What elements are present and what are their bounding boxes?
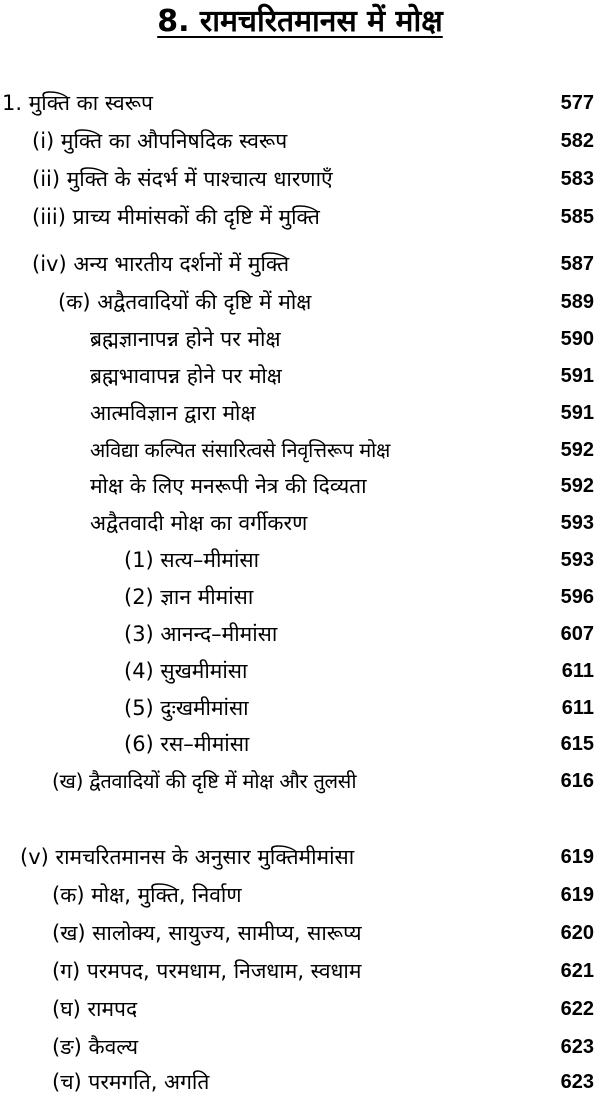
toc-entry-page: 592 (560, 475, 594, 497)
toc-entry-page: 585 (560, 206, 594, 228)
toc-entry (0, 725, 600, 763)
toc-entry-label: मोक्ष के लिए मनरूपी नेत्र की दिव्यता (90, 474, 367, 498)
toc-entry (0, 1028, 600, 1066)
toc-entry (0, 689, 600, 727)
toc-entry (0, 84, 600, 122)
toc-entry-label: ब्रह्मभावापन्न होने पर मोक्ष (90, 364, 282, 388)
toc-entry (0, 122, 600, 160)
toc-entry-page: 622 (560, 998, 594, 1020)
toc-entry-page: 593 (560, 549, 594, 571)
toc-entry-page: 591 (560, 402, 594, 424)
toc-entry (0, 838, 600, 876)
toc-entry (0, 504, 600, 542)
toc-entry (0, 394, 600, 432)
toc-entry-label: (3) आनन्द–मीमांसा (124, 622, 278, 646)
toc-entry-label: अविद्या कल्पित संसारित्वसे निवृत्तिरूप मोक्ष (90, 438, 391, 462)
toc-entry-page: 583 (560, 168, 594, 190)
toc-entry-label: (4) सुखमीमांसा (124, 659, 248, 683)
toc-entry-label: (च) परमगति, अगति (52, 1070, 210, 1094)
toc-entry-page: 611 (561, 697, 594, 719)
toc-entry-label: (iii) प्राच्य मीमांसकों की दृष्टि में मुक्ति (32, 205, 320, 229)
toc-entry (0, 357, 600, 395)
toc-entry-label: (घ) रामपद (52, 997, 138, 1021)
toc-entry (0, 198, 600, 236)
toc-entry-label: (ख) द्वैतवादियों की दृष्टि में मोक्ष और तुलसी (52, 769, 357, 793)
toc-entry-page: 623 (560, 1036, 594, 1058)
toc-entry (0, 914, 600, 952)
toc-entry-label: 1. मुक्ति का स्वरूप (2, 91, 153, 115)
toc-entry (0, 160, 600, 198)
toc-entry-label: (क) अद्वैतवादियों की दृष्टि में मोक्ष (58, 290, 312, 314)
chapter-title (0, 2, 600, 42)
toc-entry-label: (i) मुक्ति का औपनिषदिक स्वरूप (32, 129, 288, 153)
toc-entry-label: (ii) मुक्ति के संदर्भ में पाश्चात्य धारणाएँ (32, 167, 333, 191)
toc-entry-page: 615 (560, 733, 594, 755)
toc-entry-page: 577 (560, 92, 594, 114)
toc-entry-label: (iv) अन्य भारतीय दर्शनों में मुक्ति (32, 252, 290, 276)
toc-entry (0, 762, 600, 800)
toc-entry (0, 652, 600, 690)
toc-entry (0, 578, 600, 616)
chapter-title-text: 8. रामचरितमानस में मोक्ष (157, 4, 443, 39)
toc-entry-page: 607 (560, 623, 594, 645)
toc-entry (0, 320, 600, 358)
toc-entry-label: (6) रस–मीमांसा (124, 732, 250, 756)
toc-entry-label: (1) सत्य–मीमांसा (124, 548, 260, 572)
toc-entry-page: 623 (560, 1071, 594, 1093)
toc-entry (0, 245, 600, 283)
toc-entry-page: 616 (560, 770, 594, 792)
toc-entry (0, 431, 600, 469)
toc-entry-label: (5) दुःखमीमांसा (124, 696, 249, 720)
toc-entry (0, 952, 600, 990)
toc-entry (0, 990, 600, 1028)
toc-entry-page: 619 (560, 846, 594, 868)
toc-entry (0, 615, 600, 653)
toc-entry-page: 592 (560, 439, 594, 461)
toc-entry (0, 283, 600, 321)
toc-entry-page: 591 (560, 365, 594, 387)
toc-entry-label: अद्वैतवादी मोक्ष का वर्गीकरण (90, 511, 308, 535)
toc-entry-label: (v) रामचरितमानस के अनुसार मुक्तिमीमांसा (20, 845, 355, 869)
toc-entry-page: 593 (560, 512, 594, 534)
toc-entry-label: (ङ) कैवल्य (52, 1035, 139, 1059)
toc-entry-page: 620 (560, 922, 594, 944)
toc-entry (0, 541, 600, 579)
toc-entry-label: ब्रह्मज्ञानापन्न होने पर मोक्ष (90, 327, 281, 351)
toc-entry-page: 582 (560, 130, 594, 152)
toc-entry-label: (2) ज्ञान मीमांसा (124, 585, 254, 609)
toc-entry-label: (क) मोक्ष, मुक्ति, निर्वाण (52, 883, 242, 907)
toc-entry-page: 619 (560, 884, 594, 906)
toc-entry (0, 876, 600, 914)
toc-entry-page: 611 (561, 660, 594, 682)
toc-entry-page: 589 (560, 291, 594, 313)
toc-entry-page: 621 (560, 960, 594, 982)
toc-entry-label: (ग) परमपद, परमधाम, निजधाम, स्वधाम (52, 959, 362, 983)
toc-entry-page: 587 (560, 253, 594, 275)
toc-entry-label: आत्मविज्ञान द्वारा मोक्ष (90, 401, 256, 425)
toc-entry-page: 590 (560, 328, 594, 350)
toc-entry (0, 1063, 600, 1101)
toc-entry-page: 596 (560, 586, 594, 608)
toc-entry (0, 467, 600, 505)
toc-entry-label: (ख) सालोक्य, सायुज्य, सामीप्य, सारूप्य (52, 921, 362, 945)
